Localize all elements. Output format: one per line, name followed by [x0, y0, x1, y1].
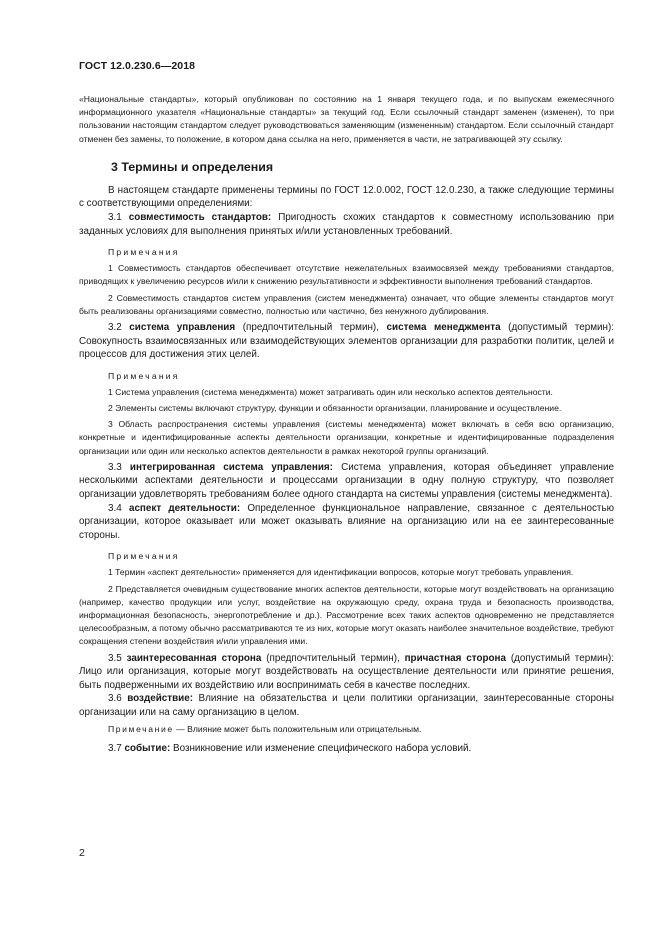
intro-paragraph: «Национальные стандарты», который опубликован по состоянию на 1 января текущего года, и по выпускам ежемесячного информационного указателя «Национальные стандарты» за текущий год. Если ссылочный стандарт заменен (изменен), то при пользовании настоящим стандартом следует руководствоваться заменяющим (измененным) стандартом. Если ссылочный стандарт отменен без замены, то положение, в котором дана ссылка на него, применяется в части, не затрагивающей эту ссылку. — [79, 94, 614, 144]
term-3-2: 3.2 система управления (предпочтительный термин), система менеджмента (допустимый термин): Совокупность взаимосвязанных или взаимодействующих элементов организации для разработки политик, целей и процессов для достижения этих целей. — [79, 322, 615, 361]
note-3-2-2: 2 Элементы системы включают структуру, функции и обязанности организации, планирование и осуществление. — [108, 402, 562, 413]
term-3-3: 3.3 интегрированная система управления: Система управления, которая объединяет управление несколькими аспектами деятельности и процессами организации в одну полную структуру, что позволяет организации удовлетворять требованиям более одного стандарта на системы управления (системы менеджмента). — [79, 461, 614, 500]
page-number: 2 — [79, 847, 85, 859]
note-3-1-2: 2 Совместимость стандартов систем управления (систем менеджмента) означает, что общие элементы стандартов могут быть реализованы организациями совместно, полностью или частично, без ненужного дублирования. — [79, 292, 614, 316]
note-3-4-1: 1 Термин «аспект деятельности» применяется для идентификации вопросов, которые могут требовать управления. — [108, 567, 574, 578]
term-3-1: 3.1 совместимость стандартов: Пригодность схожих стандартов к совместному использованию при заданных условиях для выполнения принятых и/или установленных требований. — [79, 212, 614, 237]
note-3-1-1: 1 Совместимость стандартов обеспечивает отсутствие нежелательных взаимосвязей между требованиями стандартов, приводящих к увеличению ресурсов и/или к снижению результативности и эффективности выполнения требований стандартов. — [79, 263, 614, 287]
notes-title: Примечания — [108, 247, 180, 258]
term-3-7: 3.7 событие: Возникновение или изменение специфического набора условий. — [108, 742, 472, 754]
note-3-4-2: 2 Представляется очевидным существование многих аспектов деятельности, которые могут воздействовать на организацию (например, качество продукции или услуг, воздействие на окружающую среду, охрана труда и безопасность производства, информационная безопасность, энергопотребление и др.). Рассмотрение всех таких аспектов одновременно не представляется целесообразным, а потому обычно рассматриваются те из них, которые могут оказать наиболее значительное воздействие, требуют сокращения степени воздействия и/или управления ими. — [79, 583, 614, 647]
notes-title: Примечания — [108, 370, 180, 381]
document-header: ГОСТ 12.0.230.6—2018 — [79, 60, 196, 72]
section-title: 3 Термины и определения — [111, 159, 274, 174]
page-content — [79, 93, 614, 755]
term-3-6: 3.6 воздействие: Влияние на обязательства и цели политики организации, заинтересованные стороны организации или на саму организацию в целом. — [79, 693, 614, 718]
notes-title: Примечания — [108, 551, 180, 562]
term-3-4: 3.4 аспект деятельности: Определенное функциональное направление, связанное с деятельностью организации, которое оказывает или может оказывать влияние на организацию или на ее заинтересованные стороны. — [79, 502, 615, 541]
term-3-5: 3.5 заинтересованная сторона (предпочтительный термин), причастная сторона (допустимый термин): Лицо или организация, которые могут воздействовать на осуществление деятельности или принятие решения, быть подверженными их воздействию или воспринимать себя в качестве последних. — [79, 652, 614, 691]
note-3-2-1: 1 Система управления (система менеджмента) может затрагивать один или несколько аспектов деятельности. — [108, 386, 553, 397]
note-3-6: Примечание — Влияние может быть положительным или отрицательным. — [108, 723, 422, 734]
term-3-1-name: совместимость стандартов: — [128, 212, 272, 223]
note-3-2-3: 3 Область распространения системы управления (системы менеджмента) может включать в себя всю организацию, конкретные и идентифицированные аспекты деятельности организации, конкретные и идентифицированные подразделения организации или один или несколько аспектов деятельности в рамках некоторой группы организаций. — [79, 419, 614, 456]
section-intro: В настоящем стандарте применены термины по ГОСТ 12.0.002, ГОСТ 12.0.230, а также следующие термины с соответствующими определениями: — [79, 184, 614, 210]
